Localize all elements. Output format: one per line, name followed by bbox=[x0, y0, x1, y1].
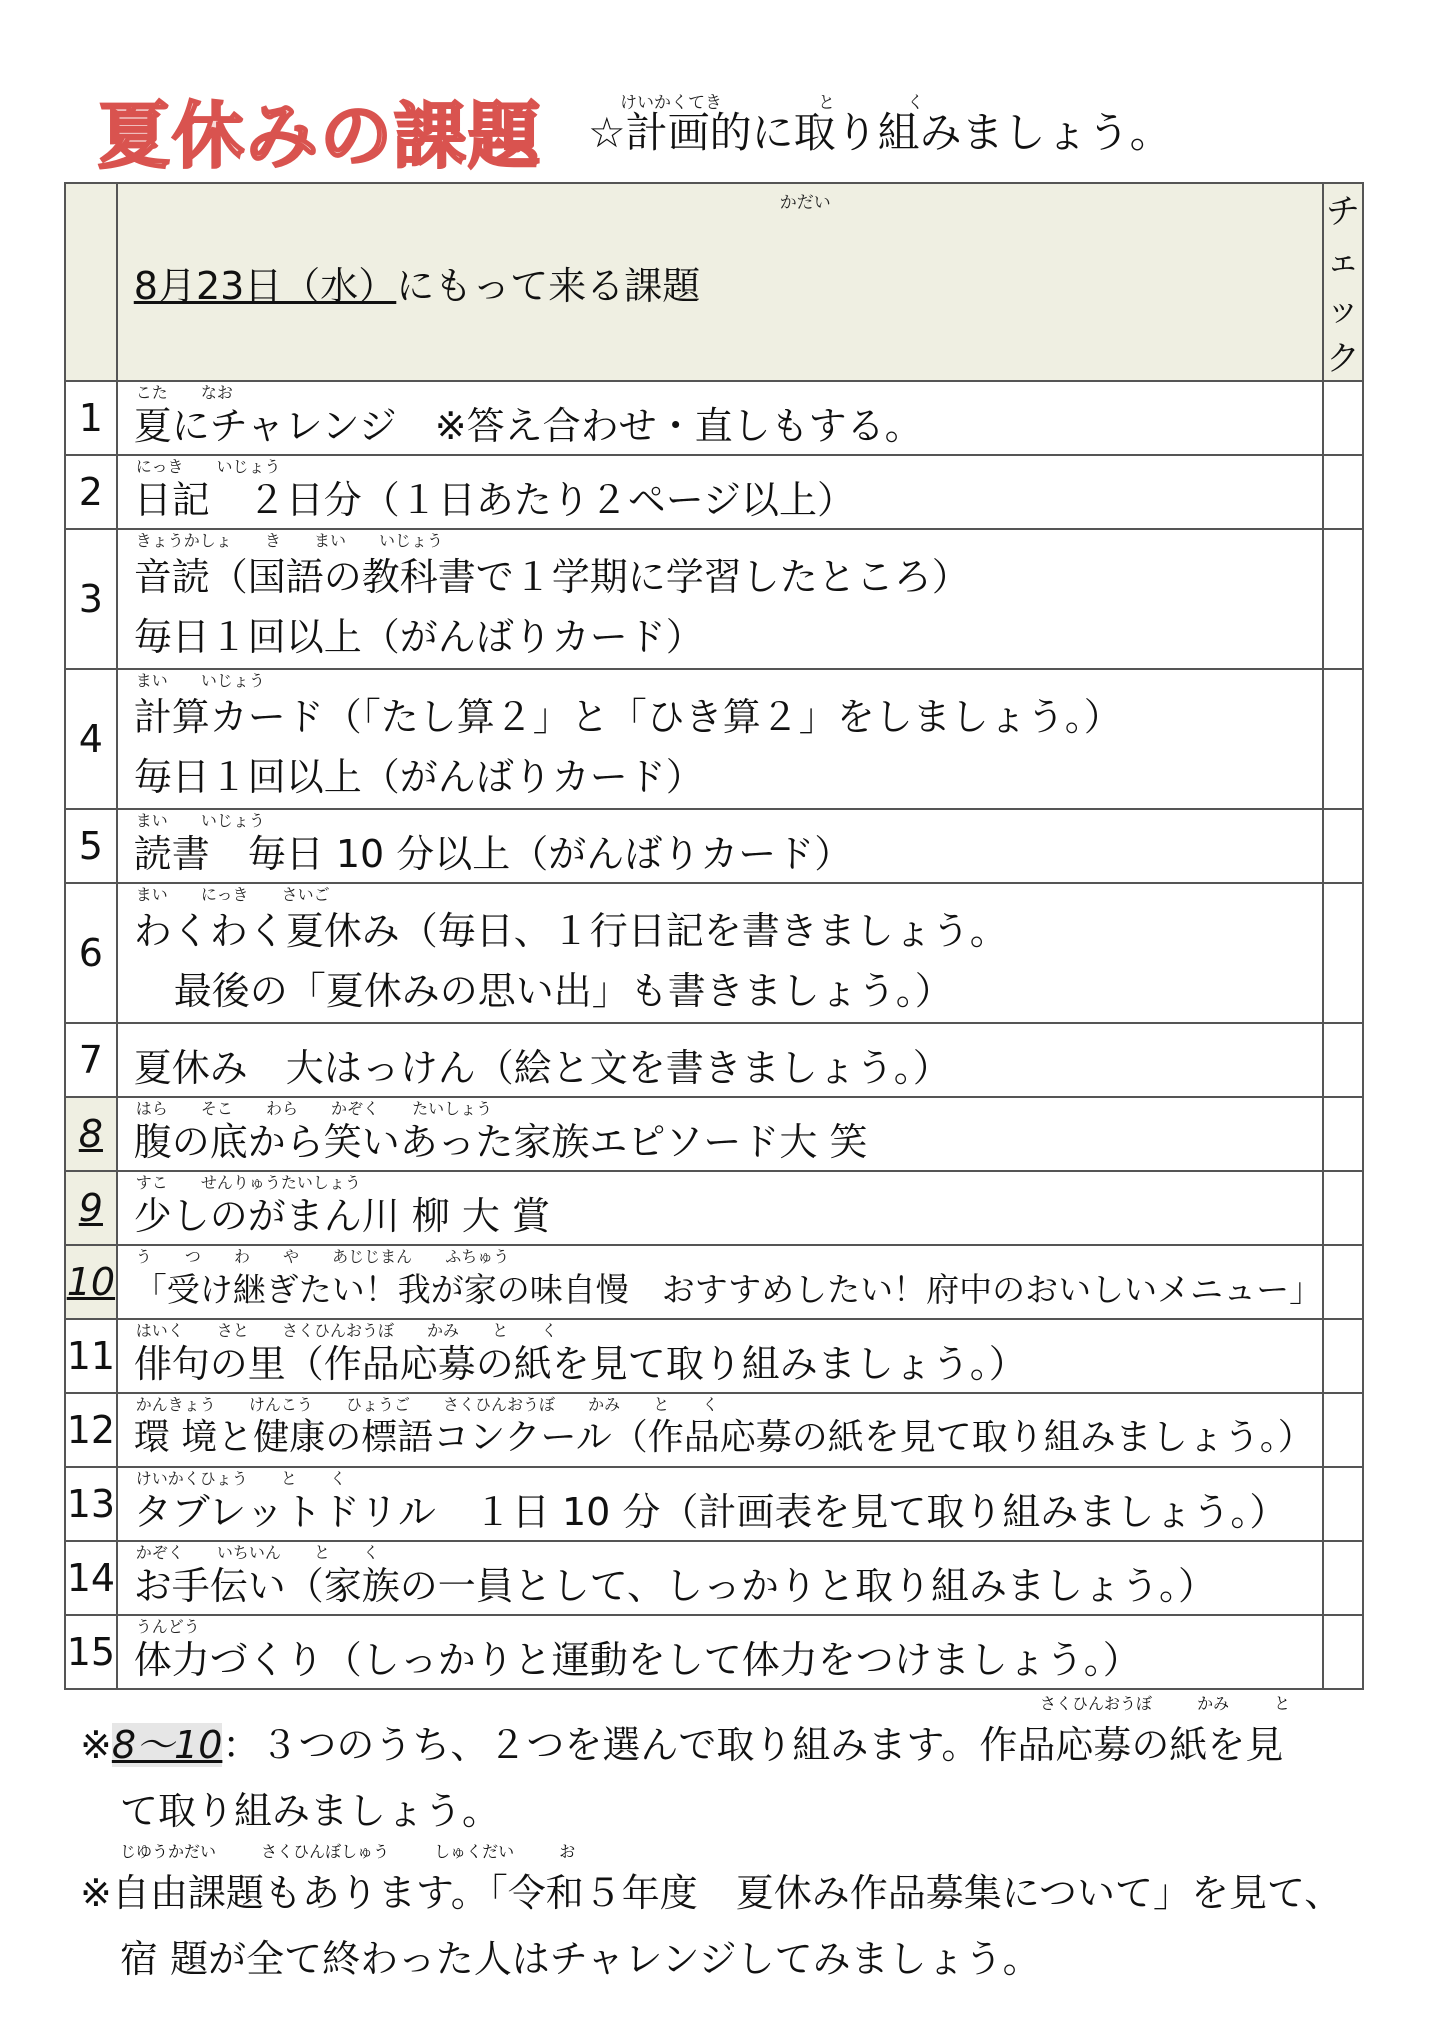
row-check[interactable] bbox=[1323, 1023, 1363, 1097]
row-line: 最後の「夏休みの思い出」も書きましょう。） bbox=[173, 969, 953, 1013]
row-content bbox=[117, 1097, 1323, 1171]
row-ruby: こた なお bbox=[135, 383, 233, 402]
header-ruby: かだい bbox=[779, 193, 831, 213]
row-number: 8 bbox=[65, 1097, 117, 1171]
table-row bbox=[65, 1541, 1363, 1615]
row-ruby: はら そこ わら かぞく たいしょう bbox=[135, 1099, 493, 1118]
row-ruby: う つ わ や あじじまん ふちゅう bbox=[135, 1247, 510, 1266]
row-ruby: すこ せんりゅうたいしょう bbox=[135, 1173, 361, 1192]
subtitle-ruby-2: と bbox=[818, 93, 835, 113]
subtitle-ruby-3: く bbox=[907, 93, 924, 113]
table-row bbox=[65, 669, 1363, 809]
note-2: ※自由課題もあります。「令和５年度 夏休み作品募集について」を見て、 bbox=[80, 1871, 1343, 1915]
row-ruby: はいく さと さくひんおうぼ かみ と く bbox=[135, 1321, 558, 1340]
row-line: 音読（国語の教科書で１学期に学習したところ） bbox=[133, 555, 970, 599]
row-line: 毎日１回以上（がんばりカード） bbox=[133, 755, 704, 799]
row-ruby: まい いじょう bbox=[135, 671, 265, 690]
row-number: 14 bbox=[65, 1541, 117, 1615]
row-line: 「受け継ぎたい！我が家の味自慢 おすすめしたい！府中のおいしいメニュー」 bbox=[133, 1270, 1323, 1309]
row-line: わくわく夏休み（毎日、１行日記を書きましょう。 bbox=[133, 909, 1008, 953]
row-number: 12 bbox=[65, 1393, 117, 1467]
subtitle-ruby-1: けいかくてき bbox=[620, 93, 722, 113]
table-row bbox=[65, 1245, 1363, 1319]
row-line: 夏休み 大はっけん（絵と文を書きましょう。） bbox=[133, 1046, 951, 1090]
row-line: 毎日１回以上（がんばりカード） bbox=[133, 615, 704, 659]
note-1: ※8～10：３つのうち、２つを選んで取り組みます。作品応募の紙を見 bbox=[80, 1723, 1284, 1767]
due-date: 8月23日（水） bbox=[133, 263, 397, 308]
row-check[interactable] bbox=[1323, 1171, 1363, 1245]
row-ruby: きょうかしょ き まい いじょう bbox=[135, 531, 444, 550]
header-content-cell bbox=[117, 183, 1323, 381]
row-line: 読書 毎日 10 分以上（がんばりカード） bbox=[133, 832, 853, 876]
row-content bbox=[117, 883, 1323, 1023]
row-check[interactable] bbox=[1323, 1615, 1363, 1689]
row-check[interactable] bbox=[1323, 1541, 1363, 1615]
note-1-cont: て取り組みましょう。 bbox=[120, 1789, 501, 1833]
row-number: 6 bbox=[65, 883, 117, 1023]
row-content bbox=[117, 381, 1323, 455]
row-content bbox=[117, 1541, 1323, 1615]
row-check[interactable] bbox=[1323, 669, 1363, 809]
note-2-cont: 宿 題が全て終わった人はチャレンジしてみましょう。 bbox=[120, 1937, 1041, 1981]
row-check[interactable] bbox=[1323, 1467, 1363, 1541]
row-line: 日記 ２日分（１日あたり２ページ以上） bbox=[133, 478, 856, 522]
note-1-range: 8～10 bbox=[111, 1723, 223, 1767]
row-check[interactable] bbox=[1323, 381, 1363, 455]
row-number: 1 bbox=[65, 381, 117, 455]
notes bbox=[80, 1696, 1342, 1992]
table-row bbox=[65, 1467, 1363, 1541]
note-2-ruby: じゆうかだい さくひんぼしゅう しゅくだい お bbox=[120, 1842, 576, 1861]
row-content bbox=[117, 669, 1323, 809]
row-line: 夏にチャレンジ ※答え合わせ・直しもする。 bbox=[133, 404, 923, 448]
header-num-cell bbox=[65, 183, 117, 381]
row-check[interactable] bbox=[1323, 1245, 1363, 1319]
header-check-cell: チェック bbox=[1323, 183, 1363, 381]
row-check[interactable] bbox=[1323, 455, 1363, 529]
row-check[interactable] bbox=[1323, 1319, 1363, 1393]
row-content bbox=[117, 1467, 1323, 1541]
row-number: 9 bbox=[65, 1171, 117, 1245]
page-title: 夏休みの課題 bbox=[98, 94, 543, 178]
row-line: お手伝い（家族の一員として、しっかりと取り組みましょう。） bbox=[133, 1564, 1217, 1608]
row-check[interactable] bbox=[1323, 1097, 1363, 1171]
row-content bbox=[117, 1615, 1323, 1689]
row-content bbox=[117, 455, 1323, 529]
row-number: 15 bbox=[65, 1615, 117, 1689]
row-content bbox=[117, 529, 1323, 669]
row-ruby bbox=[134, 1024, 1322, 1042]
table-row bbox=[65, 455, 1363, 529]
table-row bbox=[65, 883, 1363, 1023]
row-number: 5 bbox=[65, 809, 117, 883]
table-row bbox=[65, 529, 1363, 669]
row-ruby: うんどう bbox=[135, 1617, 200, 1636]
row-content bbox=[117, 1245, 1323, 1319]
row-line: 少しのがまん川 柳 大 賞 bbox=[133, 1194, 551, 1238]
table-row bbox=[65, 1393, 1363, 1467]
table-row bbox=[65, 1615, 1363, 1689]
row-content bbox=[117, 1171, 1323, 1245]
table-header-row bbox=[65, 183, 1363, 381]
row-line: タブレットドリル １日 10 分（計画表を見て取り組みましょう。） bbox=[133, 1490, 1288, 1534]
row-line: 環 境と健康の標語コンクール（作品応募の紙を見て取り組みましょう。） bbox=[133, 1417, 1314, 1458]
row-content bbox=[117, 809, 1323, 883]
row-line: 計算カード（「たし算２」と「ひき算２」をしましょう。） bbox=[133, 695, 1122, 739]
page-subtitle: ☆計画的に取り組みましょう。 bbox=[588, 108, 1172, 157]
table-row bbox=[65, 1171, 1363, 1245]
row-line: 腹の底から笑いあった家族エピソード大 笑 bbox=[133, 1120, 868, 1164]
row-number: 2 bbox=[65, 455, 117, 529]
due-text: にもって来る課題 bbox=[396, 263, 701, 308]
table-row bbox=[65, 381, 1363, 455]
note-1-ruby: さくひんおうぼ かみ と bbox=[1040, 1694, 1291, 1713]
table-row bbox=[65, 1097, 1363, 1171]
row-check[interactable] bbox=[1323, 529, 1363, 669]
row-number: 13 bbox=[65, 1467, 117, 1541]
table-row bbox=[65, 1023, 1363, 1097]
row-ruby: かぞく いちいん と く bbox=[135, 1543, 380, 1562]
row-ruby: けいかくひょう と く bbox=[135, 1469, 346, 1488]
row-check[interactable] bbox=[1323, 1393, 1363, 1467]
row-line: 体力づくり（しっかりと運動をして体力をつけましょう。） bbox=[133, 1638, 1141, 1682]
row-ruby: まい いじょう bbox=[135, 811, 265, 830]
row-number: 11 bbox=[65, 1319, 117, 1393]
row-ruby: まい にっき さいご bbox=[135, 885, 330, 904]
row-line: 俳句の里（作品応募の紙を見て取り組みましょう。） bbox=[133, 1342, 1027, 1386]
row-check[interactable] bbox=[1323, 883, 1363, 1023]
table-row bbox=[65, 1319, 1363, 1393]
row-ruby: かんきょう けんこう ひょうご さくひんおうぼ かみ と く bbox=[135, 1395, 719, 1414]
row-number: 7 bbox=[65, 1023, 117, 1097]
assignment-table bbox=[64, 182, 1364, 1690]
row-content bbox=[117, 1319, 1323, 1393]
row-ruby: にっき いじょう bbox=[135, 457, 281, 476]
row-number: 10 bbox=[65, 1245, 117, 1319]
row-content bbox=[117, 1393, 1323, 1467]
row-check[interactable] bbox=[1323, 809, 1363, 883]
row-number: 4 bbox=[65, 669, 117, 809]
row-content bbox=[117, 1023, 1323, 1097]
row-number: 3 bbox=[65, 529, 117, 669]
table-row bbox=[65, 809, 1363, 883]
